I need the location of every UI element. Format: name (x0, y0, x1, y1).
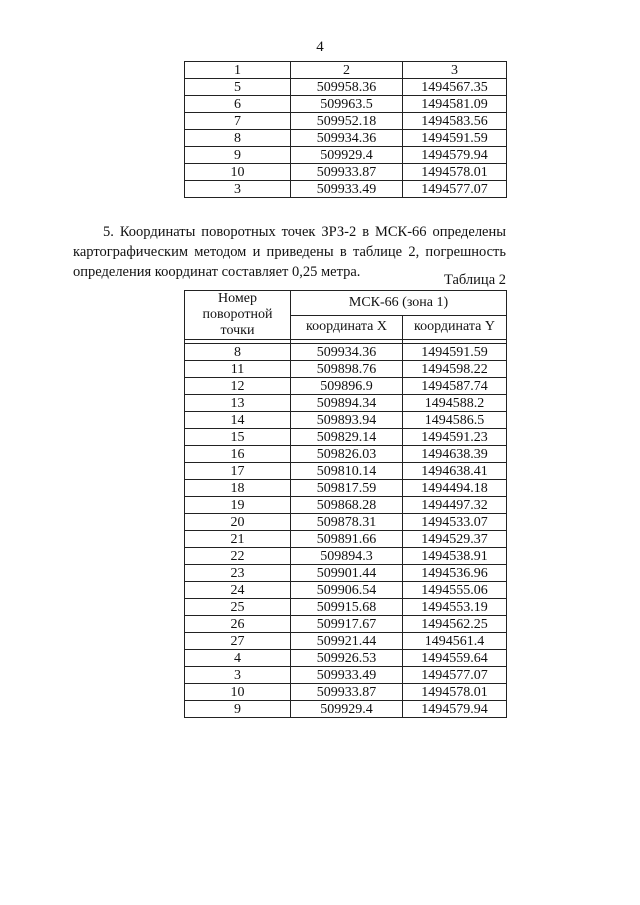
cell-coordinate-x: 509891.66 (291, 531, 403, 548)
cell-point-number: 23 (185, 565, 291, 582)
cell-coordinate-x: 509896.9 (291, 378, 403, 395)
cell-coordinate-x: 509929.4 (291, 701, 403, 718)
header-point-number: Номер поворотной точки (185, 291, 291, 340)
cell-point-number: 10 (185, 684, 291, 701)
cell-coordinate-y: 1494583.56 (403, 113, 507, 130)
cell-point-number: 3 (185, 181, 291, 198)
table-row (185, 361, 507, 378)
cell-coordinate-y: 1494591.23 (403, 429, 507, 446)
table-row (185, 344, 507, 361)
table-row (185, 79, 507, 96)
cell-coordinate-y: 1494559.64 (403, 650, 507, 667)
cell-coordinate-x: 509826.03 (291, 446, 403, 463)
cell-coordinate-y: 1494591.59 (403, 130, 507, 147)
cell-coordinate-x: 509952.18 (291, 113, 403, 130)
cell-coordinate-x: 509933.87 (291, 684, 403, 701)
cell-point-number: 6 (185, 96, 291, 113)
table-caption: Таблица 2 (443, 272, 506, 288)
cell-point-number: 8 (185, 130, 291, 147)
cell-coordinate-y: 1494494.18 (403, 480, 507, 497)
cell-coordinate-x: 509893.94 (291, 412, 403, 429)
cell-point-number: 21 (185, 531, 291, 548)
cell-point-number: 25 (185, 599, 291, 616)
table-row (185, 429, 507, 446)
cell-coordinate-y: 1494588.2 (403, 395, 507, 412)
cell-coordinate-y: 1494586.5 (403, 412, 507, 429)
cell-coordinate-x: 509901.44 (291, 565, 403, 582)
cell-coordinate-y: 1494591.59 (403, 344, 507, 361)
cell-point-number: 11 (185, 361, 291, 378)
header-coordinate-y: координата Y (403, 315, 507, 340)
cell-coordinate-y: 1494536.96 (403, 565, 507, 582)
table-row (185, 480, 507, 497)
cell-coordinate-y: 1494562.25 (403, 616, 507, 633)
cell-point-number: 8 (185, 344, 291, 361)
cell-coordinate-x: 509810.14 (291, 463, 403, 480)
cell-coordinate-y: 1494638.41 (403, 463, 507, 480)
cell-coordinate-x: 509958.36 (291, 79, 403, 96)
page-number: 4 (316, 39, 324, 55)
cell-coordinate-y: 1494497.32 (403, 497, 507, 514)
cell-coordinate-y: 1494561.4 (403, 633, 507, 650)
cell-point-number: 24 (185, 582, 291, 599)
paragraph-coordinates-note: 5. Координаты поворотных точек ЗРЗ-2 в МСК-66 определены картографическим методом и приведены в таблице 2, погрешность определения координат составляет 0,25 метра. (73, 224, 506, 280)
cell-point-number: 13 (185, 395, 291, 412)
coordinates-table-continued (184, 61, 507, 198)
header-coordinate-system: МСК-66 (зона 1) (291, 291, 507, 316)
cell-coordinate-y: 1494638.39 (403, 446, 507, 463)
cell-point-number: 9 (185, 147, 291, 164)
cell-coordinate-x: 509963.5 (291, 96, 403, 113)
cell-point-number: 14 (185, 412, 291, 429)
cell-point-number: 27 (185, 633, 291, 650)
table-row (185, 548, 507, 565)
table-row (185, 497, 507, 514)
cell-coordinate-x: 509894.34 (291, 395, 403, 412)
table-row (185, 446, 507, 463)
table-row (185, 130, 507, 147)
cell-coordinate-x: 509915.68 (291, 599, 403, 616)
cell-coordinate-x: 509898.76 (291, 361, 403, 378)
column-number-1: 1 (185, 62, 291, 79)
cell-coordinate-y: 1494579.94 (403, 701, 507, 718)
table-row (185, 616, 507, 633)
cell-coordinate-x: 509933.87 (291, 164, 403, 181)
table-row (185, 684, 507, 701)
table-row (185, 514, 507, 531)
table-row (185, 395, 507, 412)
header-coordinate-x: координата X (291, 315, 403, 340)
cell-point-number: 12 (185, 378, 291, 395)
cell-coordinate-y: 1494581.09 (403, 96, 507, 113)
table-row (185, 147, 507, 164)
table-row (185, 164, 507, 181)
cell-coordinate-y: 1494587.74 (403, 378, 507, 395)
column-number-3: 3 (403, 62, 507, 79)
cell-coordinate-x: 509934.36 (291, 130, 403, 147)
cell-coordinate-x: 509868.28 (291, 497, 403, 514)
cell-coordinate-y: 1494598.22 (403, 361, 507, 378)
table-row (185, 667, 507, 684)
table-row (185, 463, 507, 480)
cell-point-number: 15 (185, 429, 291, 446)
cell-coordinate-y: 1494579.94 (403, 147, 507, 164)
table-row (185, 633, 507, 650)
cell-point-number: 4 (185, 650, 291, 667)
cell-point-number: 18 (185, 480, 291, 497)
cell-coordinate-x: 509917.67 (291, 616, 403, 633)
cell-coordinate-y: 1494577.07 (403, 181, 507, 198)
cell-coordinate-y: 1494567.35 (403, 79, 507, 96)
cell-point-number: 9 (185, 701, 291, 718)
cell-point-number: 22 (185, 548, 291, 565)
table-body (185, 344, 507, 718)
table-row (185, 113, 507, 130)
table-row (185, 650, 507, 667)
cell-point-number: 19 (185, 497, 291, 514)
cell-coordinate-x: 509817.59 (291, 480, 403, 497)
cell-point-number: 7 (185, 113, 291, 130)
cell-point-number: 26 (185, 616, 291, 633)
table-header-row (185, 291, 507, 316)
cell-coordinate-y: 1494578.01 (403, 684, 507, 701)
cell-coordinate-x: 509878.31 (291, 514, 403, 531)
cell-coordinate-y: 1494555.06 (403, 582, 507, 599)
cell-coordinate-x: 509906.54 (291, 582, 403, 599)
table-row (185, 412, 507, 429)
column-number-2: 2 (291, 62, 403, 79)
cell-coordinate-y: 1494529.37 (403, 531, 507, 548)
cell-point-number: 20 (185, 514, 291, 531)
cell-coordinate-y: 1494553.19 (403, 599, 507, 616)
table-row (185, 565, 507, 582)
table-row (185, 599, 507, 616)
cell-coordinate-x: 509921.44 (291, 633, 403, 650)
cell-coordinate-y: 1494578.01 (403, 164, 507, 181)
cell-coordinate-x: 509894.3 (291, 548, 403, 565)
table-row (185, 582, 507, 599)
cell-point-number: 17 (185, 463, 291, 480)
cell-coordinate-x: 509933.49 (291, 181, 403, 198)
table-row (185, 96, 507, 113)
table-body (185, 79, 507, 198)
cell-coordinate-y: 1494577.07 (403, 667, 507, 684)
table-row (185, 701, 507, 718)
table-row (185, 181, 507, 198)
cell-coordinate-x: 509933.49 (291, 667, 403, 684)
cell-point-number: 5 (185, 79, 291, 96)
cell-coordinate-x: 509934.36 (291, 344, 403, 361)
cell-point-number: 16 (185, 446, 291, 463)
table-row (185, 378, 507, 395)
cell-coordinate-y: 1494533.07 (403, 514, 507, 531)
cell-point-number: 10 (185, 164, 291, 181)
cell-coordinate-y: 1494538.91 (403, 548, 507, 565)
cell-coordinate-x: 509929.4 (291, 147, 403, 164)
table-row (185, 531, 507, 548)
cell-point-number: 3 (185, 667, 291, 684)
coordinates-table-2 (184, 290, 507, 718)
cell-coordinate-x: 509926.53 (291, 650, 403, 667)
table-header-row (185, 62, 507, 79)
cell-coordinate-x: 509829.14 (291, 429, 403, 446)
